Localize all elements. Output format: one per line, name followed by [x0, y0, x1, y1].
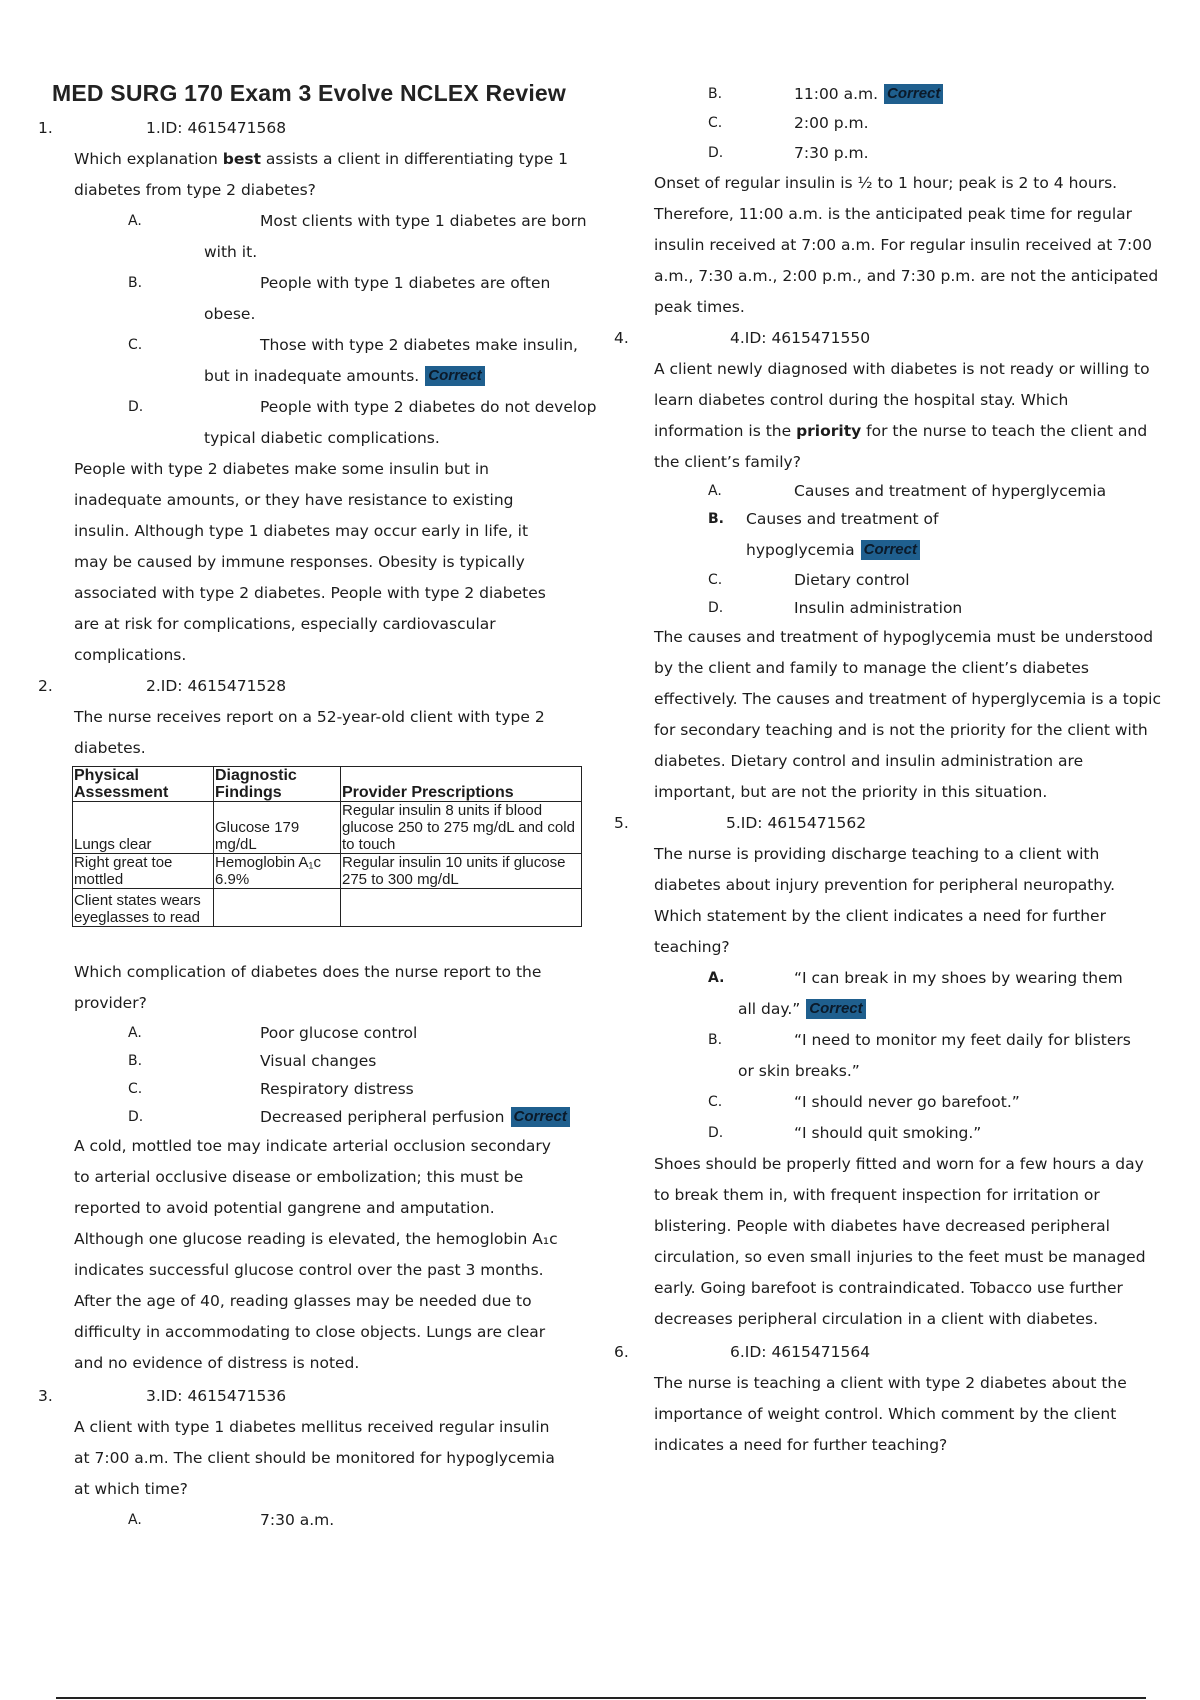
question-2	[38, 671, 598, 764]
question-id: 5.ID: 4615471562	[726, 814, 867, 832]
option-a: A. “I can break in my shoes by wearing them all day.” Correct	[708, 969, 1123, 1018]
patient-report-table	[72, 766, 582, 927]
question-number: 6.	[614, 1343, 629, 1361]
option-b: B. “I need to monitor my feet daily for blisters or skin breaks.”	[708, 1031, 1131, 1080]
question-number: 1.	[38, 119, 53, 137]
right-column	[614, 80, 1162, 1461]
question-stem: The nurse is providing discharge teaching to a client with diabetes about injury prevention for peripheral neuropathy. Which statement by the client indicates a need for further teaching?	[654, 845, 1115, 956]
table-row: Right great toe mottled Hemoglobin A₁c 6.9% Regular insulin 10 units if glucose 275 to 300 mg/dL	[73, 854, 582, 889]
option-a: A. Poor glucose control	[128, 1024, 418, 1042]
option-b: B. Visual changes	[128, 1052, 377, 1070]
rationale: The causes and treatment of hypoglycemia must be understood by the client and family to manage the client’s diabetes effectively. The causes and treatment of hyperglycemia is a topic for secondary teaching and is not the priority for the client with diabetes. Dietary control and insulin administration are important, but are not the priority in this situation.	[654, 628, 1161, 801]
question-6	[614, 1337, 1162, 1461]
option-a: A. Most clients with type 1 diabetes are born with it.	[128, 212, 587, 261]
option-c: C. 2:00 p.m.	[708, 114, 869, 132]
rationale: People with type 2 diabetes make some insulin but in inadequate amounts, or they have resistance to existing insulin. Although type 1 diabetes may occur early in life, it may be caused by immune responses. Obesity is typically associated with type 2 diabetes. People with type 2 diabetes are at risk for complications, especially cardiovascular complications.	[74, 460, 546, 664]
rationale: A cold, mottled toe may indicate arterial occlusion secondary to arterial occlusive disease or embolization; this must be reported to avoid potential gangrene and amputation. Although one glucose reading is elevated, the hemoglobin A₁c indicates successful glucose control over the past 3 months. After the age of 40, reading glasses may be needed due to difficulty in accommodating to close objects. Lungs are clear and no evidence of distress is noted.	[74, 1137, 558, 1372]
question-id: 2.ID: 4615471528	[146, 677, 287, 695]
table-row: Client states wears eyeglasses to read	[73, 889, 582, 927]
left-column	[38, 80, 598, 1536]
question-number: 3.	[38, 1387, 53, 1405]
option-b: B. Causes and treatment of hypoglycemia Correct	[708, 510, 939, 559]
correct-badge: Correct	[861, 540, 920, 560]
question-5	[614, 808, 1162, 1335]
option-c: C. Dietary control	[708, 571, 910, 589]
question-3	[38, 1381, 598, 1536]
option-d: D. 7:30 p.m.	[708, 144, 869, 162]
table-header: Physical Assessment	[73, 767, 214, 802]
document-title: MED SURG 170 Exam 3 Evolve NCLEX Review	[52, 80, 567, 106]
option-b: B. 11:00 a.m. Correct	[622, 80, 1162, 108]
option-a: A. 7:30 a.m.	[128, 1511, 335, 1529]
option-a: A. Causes and treatment of hyperglycemia	[708, 482, 1107, 500]
correct-badge: Correct	[884, 84, 943, 104]
question-3-cont	[622, 80, 1162, 323]
question-id: 4.ID: 4615471550	[730, 329, 871, 347]
table-row: Lungs clear Glucose 179 mg/dL Regular insulin 8 units if blood glucose 250 to 275 mg/dL and cold to touch	[73, 802, 582, 854]
option-d: D. Decreased peripheral perfusion Correct	[38, 1103, 598, 1131]
correct-badge: Correct	[425, 366, 484, 386]
question-number: 4.	[614, 329, 629, 347]
option-d: D. Insulin administration	[708, 599, 963, 617]
question-prompt: Which complication of diabetes does the nurse report to the provider?	[74, 963, 542, 1012]
question-1	[38, 113, 598, 671]
question-stem: The nurse is teaching a client with type 2 diabetes about the importance of weight control. Which comment by the client indicates a need for further teaching?	[654, 1374, 1127, 1454]
question-2-cont	[38, 957, 598, 1379]
option-d: D. People with type 2 diabetes do not develop typical diabetic complications.	[128, 398, 597, 447]
correct-badge: Correct	[511, 1107, 570, 1127]
question-4	[614, 323, 1162, 808]
option-d: D. “I should quit smoking.”	[708, 1124, 982, 1142]
option-c: C. “I should never go barefoot.”	[708, 1093, 1020, 1111]
rationale: Onset of regular insulin is ½ to 1 hour; peak is 2 to 4 hours. Therefore, 11:00 a.m. is the anticipated peak time for regular insulin received at 7:00 a.m. For regular insulin received at 7:00 a.m., 7:30 a.m., 2:00 p.m., and 7:30 p.m. are not the anticipated peak times.	[654, 174, 1159, 316]
question-number: 5.	[614, 814, 629, 832]
option-c: C. Those with type 2 diabetes make insulin, but in inadequate amounts. Correct	[128, 336, 578, 385]
question-stem: Which explanation best assists a client in differentiating type 1 diabetes from type 2 diabetes?	[74, 150, 569, 199]
table-header: Diagnostic Findings	[214, 767, 341, 802]
correct-badge: Correct	[806, 999, 865, 1019]
footer-divider	[56, 1697, 1146, 1699]
option-b: B. People with type 1 diabetes are often obese.	[128, 274, 551, 323]
question-id: 1.ID: 4615471568	[146, 119, 287, 137]
question-stem: A client with type 1 diabetes mellitus received regular insulin at 7:00 a.m. The client should be monitored for hypoglycemia at which time?	[74, 1418, 555, 1498]
rationale: Shoes should be properly fitted and worn for a few hours a day to break them in, with frequent inspection for irritation or blistering. People with diabetes have decreased peripheral circulation, so even small injuries to the feet must be managed early. Going barefoot is contraindicated. Tobacco use further decreases peripheral circulation in a client with diabetes.	[654, 1155, 1146, 1328]
option-c: C. Respiratory distress	[128, 1080, 414, 1098]
table-header: Provider Prescriptions	[341, 767, 582, 802]
question-stem: The nurse receives report on a 52-year-old client with type 2 diabetes.	[74, 708, 545, 757]
question-stem: A client newly diagnosed with diabetes is not ready or willing to learn diabetes control during the hospital stay. Which information is the priority for the nurse to teach the client and the client’s family?	[654, 360, 1150, 471]
question-id: 3.ID: 4615471536	[146, 1387, 287, 1405]
question-number: 2.	[38, 677, 53, 695]
question-id: 6.ID: 4615471564	[730, 1343, 871, 1361]
